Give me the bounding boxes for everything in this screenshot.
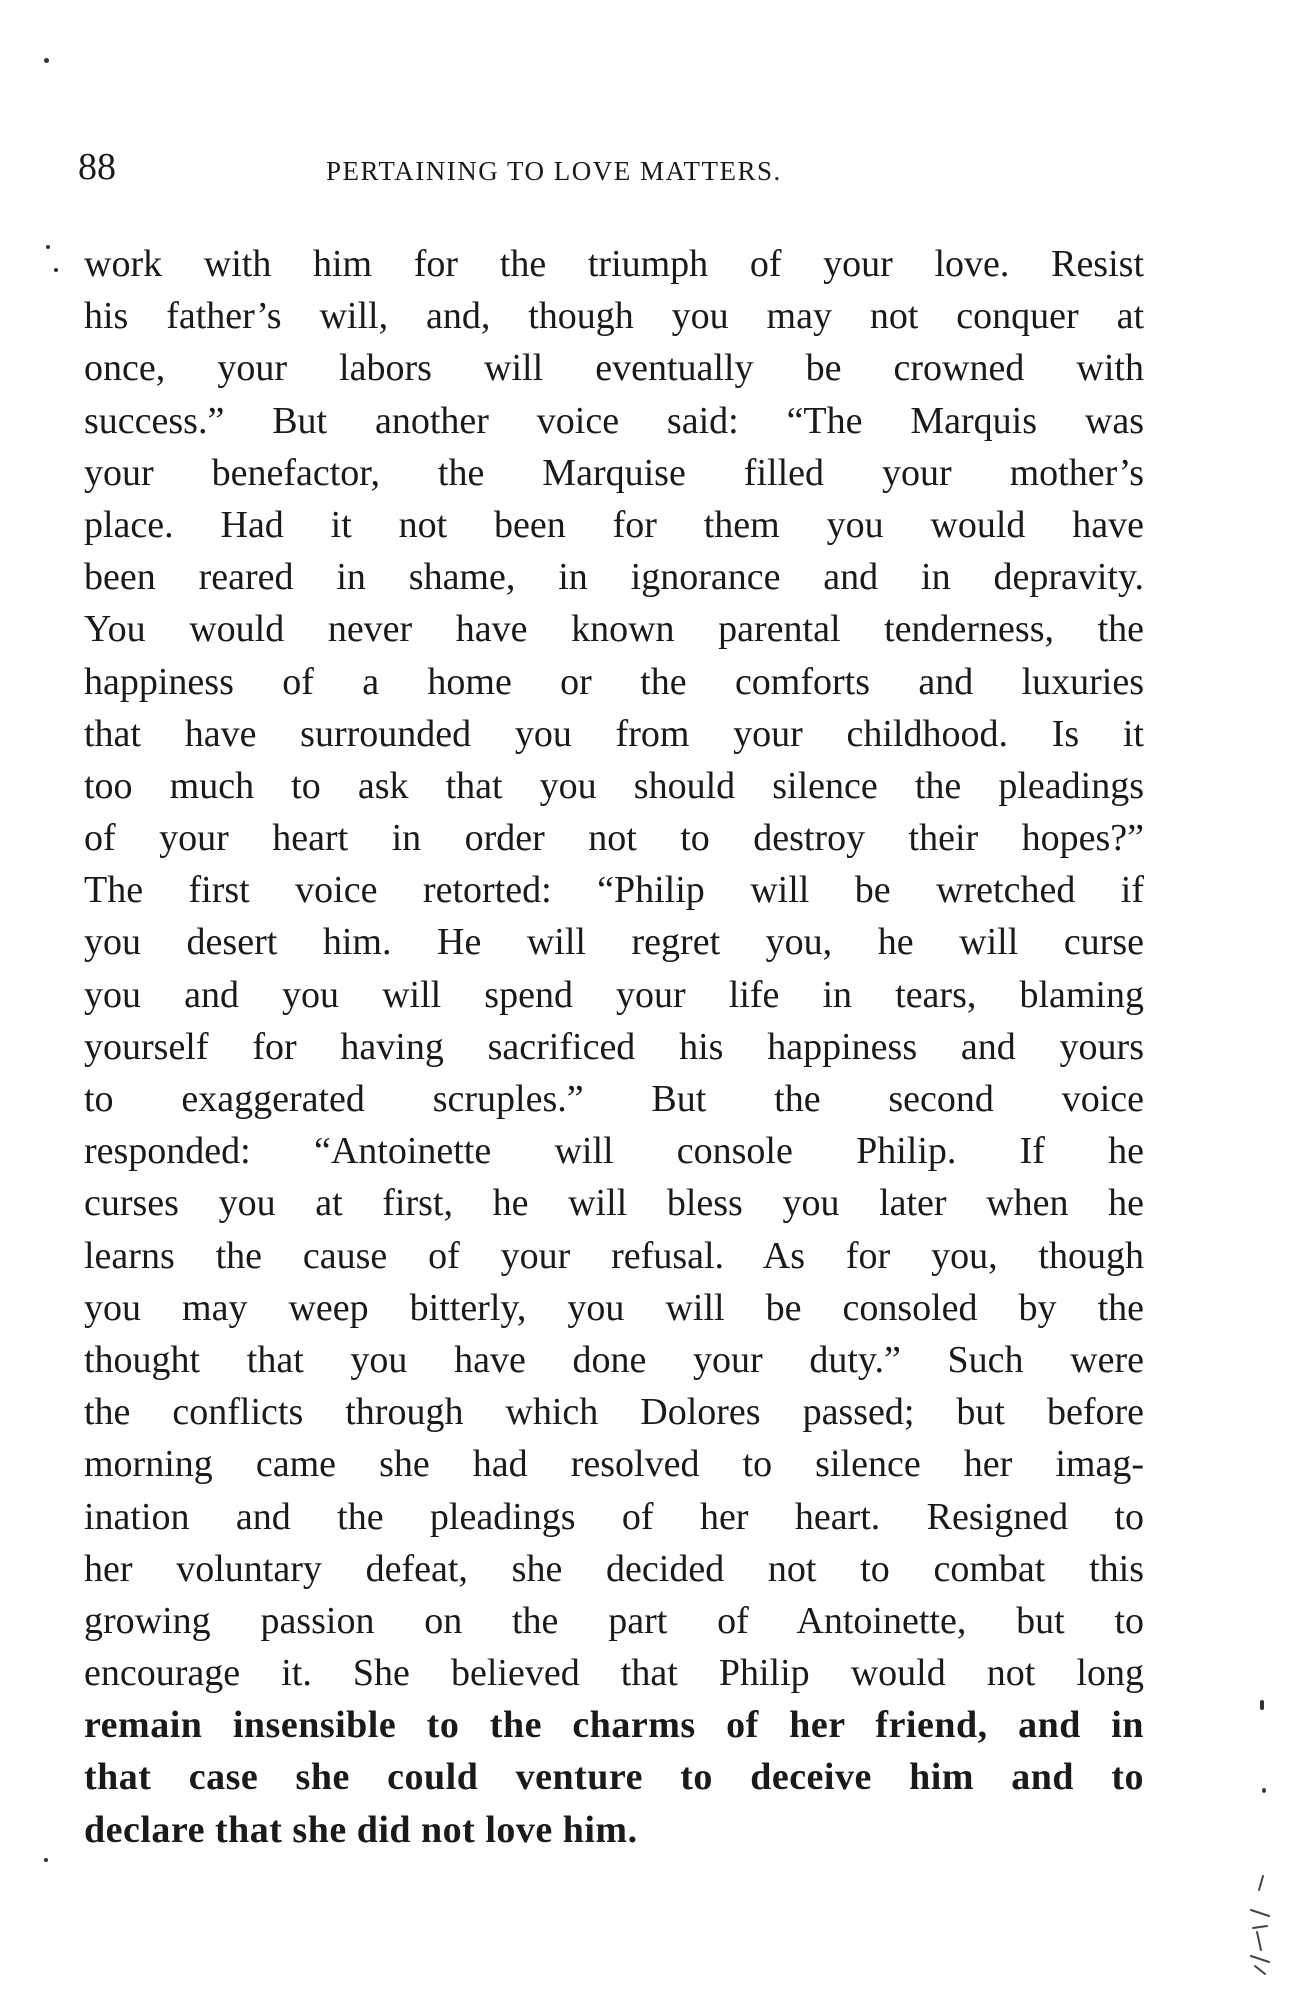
scan-speck bbox=[44, 58, 49, 63]
text-line-4: success.” But another voice said: “The Marquis was bbox=[84, 399, 1144, 442]
scan-speck bbox=[54, 268, 58, 272]
text-line-26: her voluntary defeat, she decided not to combat this bbox=[84, 1547, 1144, 1590]
text-line-29: remain insensible to the charms of her friend, and in bbox=[84, 1704, 1144, 1747]
text-line-5: your benefactor, the Marquise filled your mother’s bbox=[84, 451, 1144, 494]
text-line-28: encourage it. She believed that Philip would not long bbox=[84, 1652, 1144, 1695]
text-line-30: that case she could venture to deceive him and to bbox=[84, 1756, 1144, 1799]
text-line-12: of your heart in order not to destroy their hopes?” bbox=[84, 817, 1144, 860]
text-line-20: learns the cause of your refusal. As for you, though bbox=[84, 1234, 1144, 1277]
text-line-6: place. Had it not been for them you would have bbox=[84, 503, 1144, 546]
text-line-3: once, your labors will eventually be crowned with bbox=[84, 347, 1144, 390]
text-line-10: that have surrounded you from your childhood. Is it bbox=[84, 712, 1144, 755]
text-line-21: you may weep bitterly, you will be consoled by the bbox=[84, 1286, 1144, 1329]
text-line-18: responded: “Antoinette will console Philip. If he bbox=[84, 1130, 1144, 1173]
scan-speck bbox=[44, 1858, 48, 1862]
scan-speck bbox=[1262, 1788, 1266, 1793]
text-line-16: yourself for having sacrificed his happiness and yours bbox=[84, 1025, 1144, 1068]
text-line-2: his father’s will, and, though you may not conquer at bbox=[84, 295, 1144, 338]
text-line-15: you and you will spend your life in tears, blaming bbox=[84, 973, 1144, 1016]
text-line-1: work with him for the triumph of your love. Resist bbox=[84, 243, 1144, 285]
scan-speck bbox=[46, 245, 50, 249]
text-line-25: ination and the pleadings of her heart. Resigned to bbox=[84, 1495, 1144, 1538]
text-line-13: The first voice retorted: “Philip will be wretched if bbox=[84, 869, 1144, 912]
text-line-23: the conflicts through which Dolores passed; but before bbox=[84, 1391, 1144, 1434]
text-line-17: to exaggerated scruples.” But the second voice bbox=[84, 1078, 1144, 1120]
text-line-31: declare that she did not love him. bbox=[84, 1808, 638, 1851]
text-line-9: happiness of a home or the comforts and luxuries bbox=[84, 660, 1144, 703]
margin-scribble bbox=[1243, 1870, 1277, 1980]
page-number: 88 bbox=[78, 146, 116, 188]
scan-speck bbox=[1260, 1700, 1264, 1710]
text-line-19: curses you at first, he will bless you later when he bbox=[84, 1182, 1144, 1225]
running-title: PERTAINING TO LOVE MATTERS. bbox=[326, 156, 782, 186]
body-text bbox=[84, 238, 1144, 1856]
running-head bbox=[78, 142, 918, 192]
text-line-24: morning came she had resolved to silence her imag- bbox=[84, 1443, 1144, 1486]
text-line-22: thought that you have done your duty.” Such were bbox=[84, 1338, 1144, 1381]
text-line-7: been reared in shame, in ignorance and in depravity. bbox=[84, 556, 1144, 599]
text-line-14: you desert him. He will regret you, he will curse bbox=[84, 921, 1144, 964]
text-line-8: You would never have known parental tenderness, the bbox=[84, 608, 1144, 651]
text-line-11: too much to ask that you should silence the pleadings bbox=[84, 764, 1144, 807]
text-line-27: growing passion on the part of Antoinette, but to bbox=[84, 1599, 1144, 1642]
